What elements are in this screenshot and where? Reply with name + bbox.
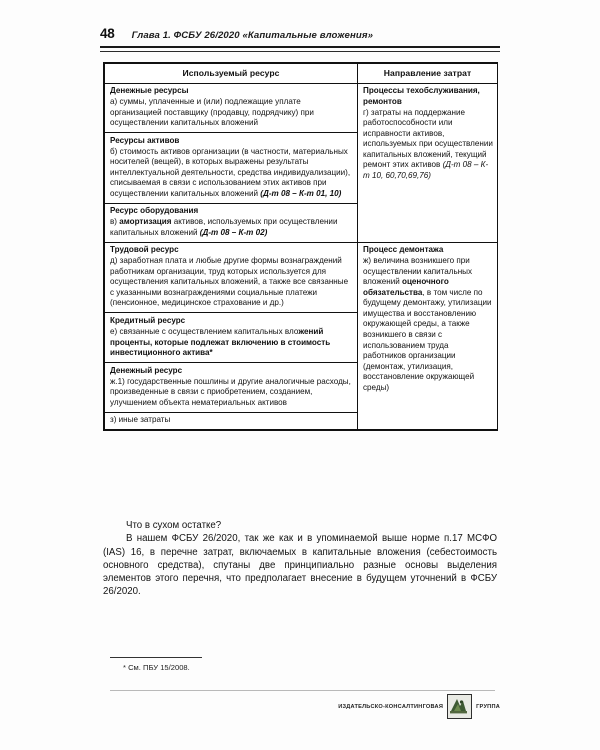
cell-body: ж.1) государственные пошлины и другие аналогичные расходы, произведенные в связи с приобретением, созданием, улучшением объекта нематериальных активов [110,376,351,407]
cell-body-accounts: (Д-т 08 – К-т 02) [199,227,268,237]
cell-body-prefix: ж) величина возникшего при осуществлении капитальных вложений [363,256,473,287]
cell-asset-resources [105,133,358,204]
column-header-resource: Используемый ресурс [105,64,358,84]
cell-title: Ресурсы активов [110,135,180,145]
table-header-row [105,64,498,84]
paragraph-question: Что в сухом остатке? [126,520,222,531]
cell-title: Денежный ресурс [110,365,183,375]
header-rule-thick [100,46,500,48]
footnote-text: * См. ПБУ 15/2008. [123,663,190,672]
column-header-direction: Направление затрат [358,64,498,84]
cell-body: з) иные затраты [110,415,171,425]
cell-equipment-resource [105,203,358,242]
paragraph-summary: В нашем ФСБУ 26/2020, так же как и в упоминаемой выше норме п.17 МСФО (IAS) 16, в перечне затрат, включаемых в капитальные вложения (себестоимость основного средства), спутаны две принципиально разные основы выделения элементов этого перечня, что предполагает внесение в будущем уточнений в ФСБУ 26/2020. [103,533,497,598]
cell-body: а) суммы, уплаченные и (или) подлежащие уплате организацией поставщику (продавцу, подрядчику) при осуществлении капитальных вложений [110,97,314,128]
cell-title: Денежные ресурсы [110,86,189,96]
cell-title: Процессы техобслуживания, ремонтов [363,86,480,106]
cell-title: Трудовой ресурс [110,245,179,255]
colophon-right-word: ГРУППА [476,703,500,710]
cell-body-text: активов, используемых при осуществлении капитальных вложений [110,217,338,237]
cell-body [110,147,353,200]
cell-body: д) заработная плата и любые другие формы вознаграждений работникам организации, труд которых используется для осуществления капитальных вложений, а также все связанные с указанными вознаграждениями социальные платежи (пенсионное, медицинское страхование и др.) [110,256,349,308]
cell-body [363,256,493,393]
table-row [105,242,498,313]
cell-title: Ресурс оборудования [110,206,199,216]
cell-body-prefix: в) [110,217,120,227]
cell-title: Кредитный ресурс [110,315,186,325]
cell-title: Процесс демонтажа [363,245,444,255]
cell-monetary-resources [105,83,358,133]
body-text [103,519,497,599]
cell-maintenance-processes [358,83,498,242]
cell-dismantling-process [358,242,498,429]
running-head [100,26,500,41]
cell-credit-resource [105,313,358,363]
cell-other-costs [105,412,358,430]
running-title: Глава 1. ФСБУ 26/2020 «Капитальные вложения» [131,30,374,41]
header-rule-thin [100,51,500,52]
cell-labour-resource [105,242,358,313]
cell-body [363,108,493,182]
cell-body-emphasis: жений проценты, которые подлежат включению в стоимость инвестиционного актива* [110,326,331,358]
cell-body-text: , в том числе по будущему демонтажу, утилизации имущества и восстановлению окружающей среды, а также возникшего в связи с использованием труда работников организации (демонтаж, утилизация, восстановление окружающей среды) [363,287,492,392]
footnote-rule [110,657,202,658]
cell-body-emphasis: оценочного обязательства [363,277,449,297]
cell-body-text: г) затраты на поддержание работоспособности или исправности активов, используемых при осуществлении капитальных вложений, текущий ремонт этих активов [363,107,493,170]
cell-monetary-resource-duties [105,363,358,413]
cell-body-text: б) стоимость активов организации (в частности, материальных носителей (вещей), в которых выражены результаты интеллектуальной деятельности, средства индивидуализации), списываемая в связи с использованием этих активов при осуществлении капитальных вложений [110,146,351,198]
page-number: 48 [100,26,115,41]
cell-body-accounts: (Д-т 08 – К-т 10, 60,70,69,76) [363,160,489,180]
cell-body-prefix: е) связанные с осуществлением капитальных вло [110,326,299,336]
cell-body [110,327,353,359]
colophon-left-word: ИЗДАТЕЛЬСКО-КОНСАЛТИНГОВАЯ [338,703,444,710]
cell-body [110,217,353,238]
table-row [105,83,498,133]
cell-body-accounts: (Д-т 08 – К-т 01, 10) [260,188,342,198]
footer-rule [110,690,495,691]
resource-cost-table [103,62,498,431]
publisher-logo-icon [447,694,472,719]
publisher-colophon [338,694,500,719]
cell-body-emphasis: амортизация [119,217,172,227]
